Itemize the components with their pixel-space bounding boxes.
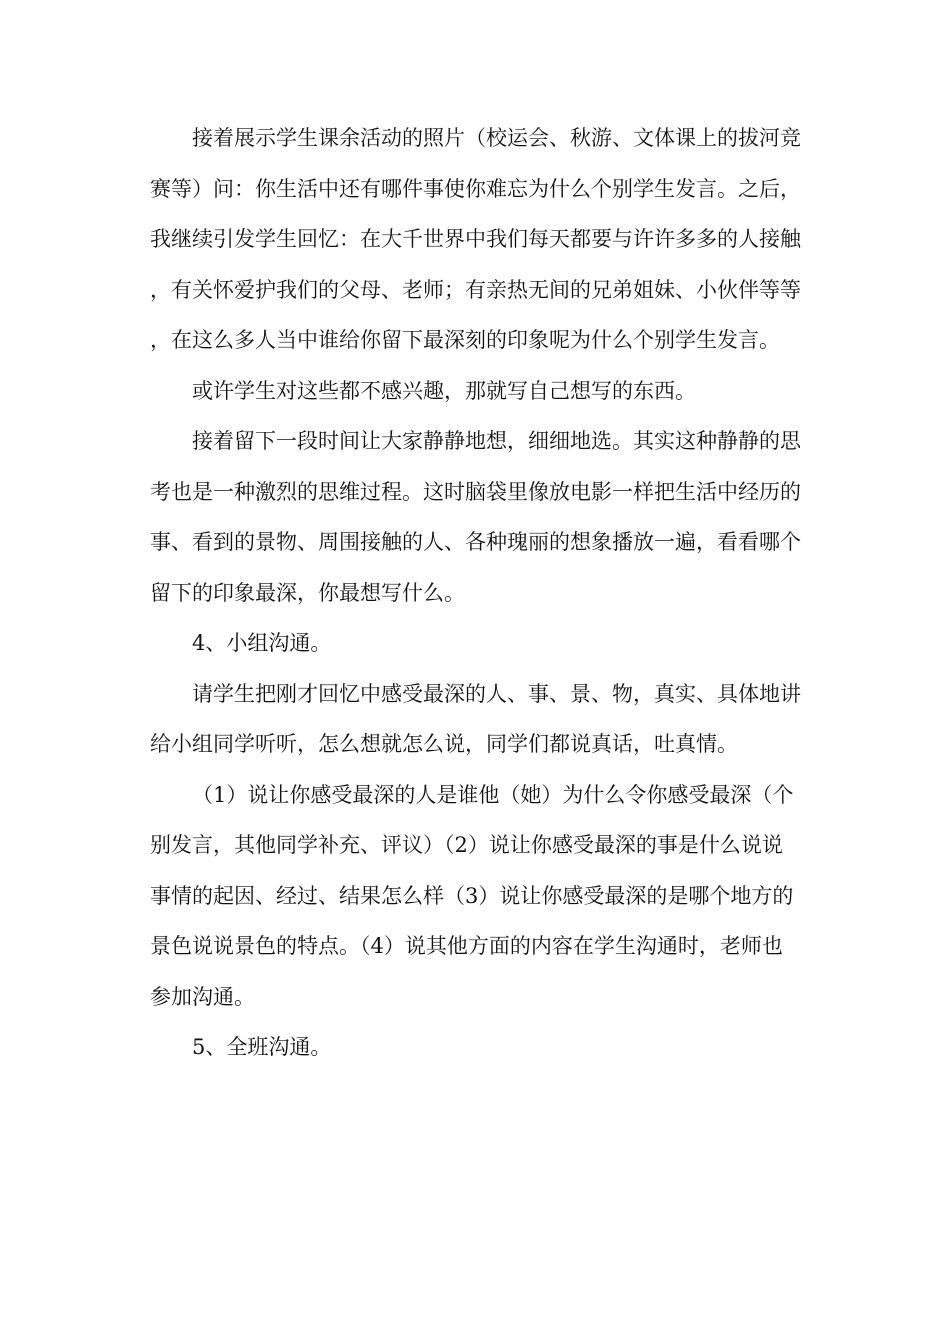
paragraph-quiet-thinking: 接着留下一段时间让大家静静地想，细细地选。其实这种静静的思考也是一种激烈的思维过程。这时脑袋里像放电影一样把生活中经历的事、看到的景物、周围接触的人、各种瑰丽的想象播放一遍，看看哪个留下的印象最深，你最想写什么。 bbox=[150, 429, 801, 605]
paragraph-discussion-items: （1）说让你感受最深的人是谁他（她）为什么令你感受最深（个别发言，其他同学补充、评议）（2）说让你感受最深的事是什么说说事情的起因、经过、结果怎么样（3）说让你感受最深的是哪个地方的景色说说景色的特点。（4）说其他方面的内容在学生沟通时，老师也参加沟通。 bbox=[150, 782, 794, 1009]
paragraph-photos-recall: 接着展示学生课余活动的照片（校运会、秋游、文体课上的拔河竞赛等）问：你生活中还有哪件事使你难忘为什么个别学生发言。之后，我继续引发学生回忆：在大千世界中我们每天都要与许许多多的人接触，有关怀爱护我们的父母、老师；有亲热无间的兄弟姐妹、小伙伴等等，在这么多人当中谁给你留下最深刻的印象呢为什么个别学生发言。 bbox=[150, 126, 801, 352]
paragraph-group-sharing: 请学生把刚才回忆中感受最深的人、事、景、物，真实、具体地讲给小组同学听听，怎么想就怎么说，同学们都说真话，吐真情。 bbox=[150, 681, 801, 756]
heading-group-communication: 4、小组沟通。 bbox=[192, 631, 332, 655]
heading-class-communication: 5、全班沟通。 bbox=[192, 1035, 332, 1059]
paragraph-write-freely: 或许学生对这些都不感兴趣，那就写自己想写的东西。 bbox=[192, 378, 696, 403]
document-body bbox=[150, 113, 802, 1073]
